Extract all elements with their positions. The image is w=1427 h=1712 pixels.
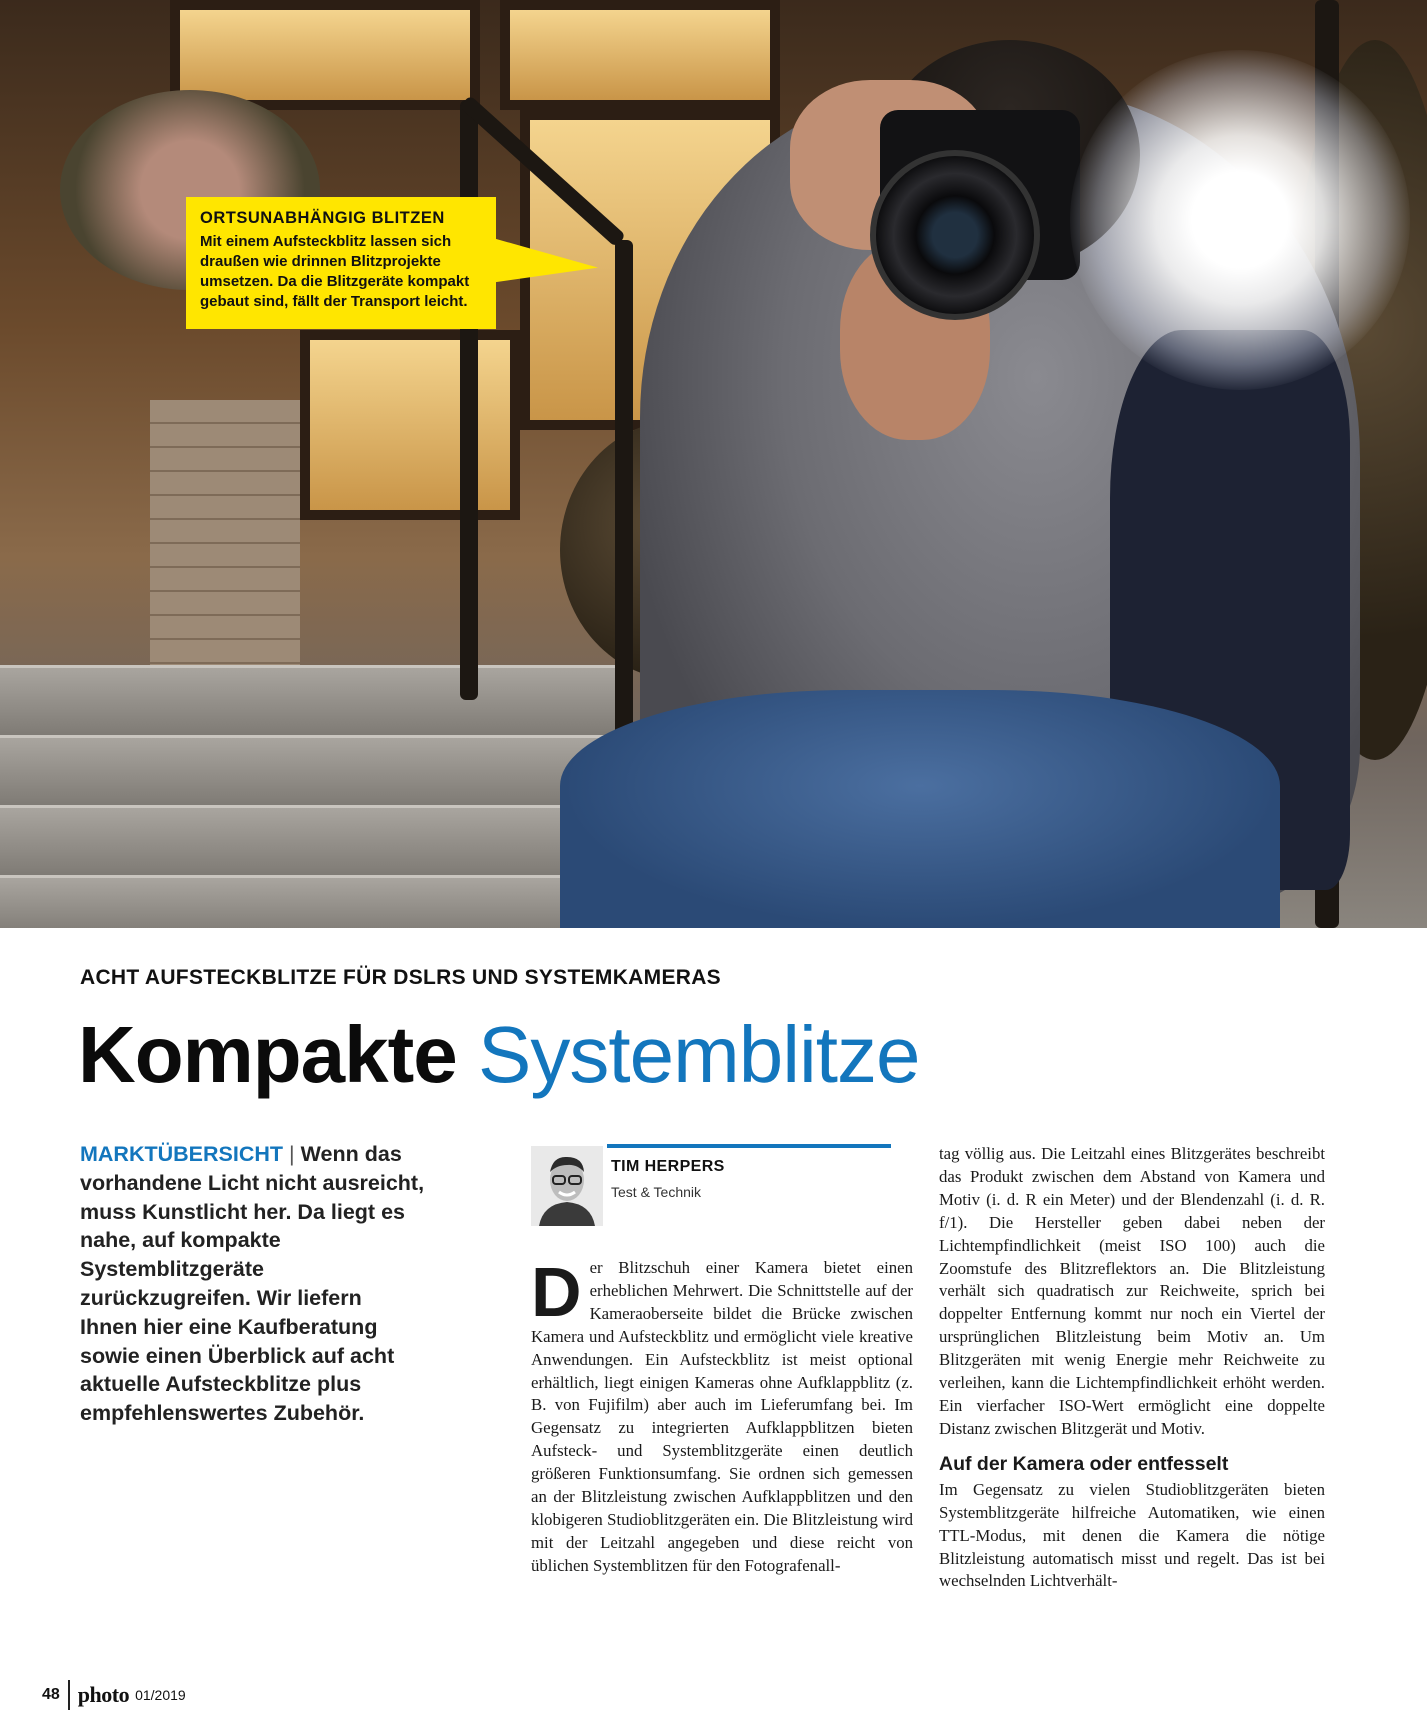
body-column-1: [531, 1253, 913, 1578]
background-window: [500, 0, 780, 110]
section-subheading: Auf der Kamera oder entfesselt: [939, 1452, 1229, 1475]
image-callout: [186, 197, 496, 329]
author-role: Test & Technik: [611, 1184, 702, 1200]
author-rule: [607, 1144, 891, 1148]
headline-part-blue: Systemblitze: [478, 1010, 920, 1099]
page-footer: [42, 1682, 186, 1708]
background-window: [300, 330, 520, 520]
stair-step: [0, 735, 640, 808]
magazine-logo: photo: [77, 1682, 130, 1707]
camera-lens: [870, 150, 1040, 320]
author-box: [531, 1144, 901, 1230]
footer-divider: [68, 1680, 70, 1710]
lead-separator: |: [289, 1142, 295, 1166]
lead-tag: MARKTÜBERSICHT: [80, 1142, 284, 1166]
drop-cap: D: [531, 1253, 582, 1331]
article-kicker: ACHT AUFSTECKBLITZE FÜR DSLRS UND SYSTEMKAMERAS: [80, 966, 721, 989]
flash-light: [1070, 50, 1410, 390]
photographer-jeans: [560, 690, 1280, 928]
callout-pointer: [494, 238, 598, 289]
headline-part-black: Kompakte: [78, 1010, 457, 1099]
railing: [460, 100, 478, 700]
stair-step: [0, 665, 620, 738]
stone-pillar: [150, 400, 300, 670]
page-number: 48: [42, 1686, 60, 1703]
body-paragraph: tag völlig aus. Die Leitzahl eines Blitzgerätes beschreibt das Produkt zwischen dem Abstand von Kamera und Motiv (i. d. R ein Meter) und der Blendenzahl (i. d. R. f/1). Die Hersteller geben dabei neben der Lichtempfindlichkeit (meist ISO 100) auch die Zoomstufe des Blitzreflektors an. Die Blitzleistung verhält sich quadratisch zur Reichweite, sprich bei doppelter Entfernung kommt nur noch ein Viertel der ursprünglichen Blitzleistung beim Motiv an. Um Blitzgeräten mit wenig Energie mehr Reichweite zu verleihen, kann die Lichtempfindlichkeit erhöht werden. Ein vierfacher ISO-Wert ermöglicht eine doppelte Distanz zwischen Blitzgerät und Motiv.: [939, 1144, 1325, 1438]
article-lead: [80, 1140, 425, 1428]
body-paragraph: Im Gegensatz zu vielen Studioblitzgeräten bieten Systemblitzgeräte hilfreiche Automatiken, wie einen TTL-Modus, mit denen die Kamera die nötige Blitzleistung automatisch misst und regelt. Das ist bei wechselnden Lichtverhält-: [939, 1479, 1325, 1591]
author-name: TIM HERPERS: [611, 1158, 725, 1175]
body-column-2: [939, 1143, 1325, 1593]
author-portrait-icon: [531, 1146, 603, 1226]
issue-number: 01/2019: [135, 1687, 186, 1703]
body-text: er Blitzschuh einer Kamera bietet einen erheblichen Mehrwert. Die Schnittstelle auf der Kameraoberseite bildet die Brücke zwischen Kamera und Aufsteckblitz und ermöglicht viele kreative Anwendungen. Ein Aufsteckblitz ist meist optional erhältlich, liegt einigen Kameras ohne Aufklappblitz (z. B. von Fujifilm) aber auch im Lieferumfang bei. Im Gegensatz zu integrierten Aufklappblitzen bieten Aufsteck- und Systemblitzgeräte einen deutlich größeren Funktionsumfang. Sie ordnen sich gemessen an der Blitzleistung zwischen Aufklappblitzen und den klobigeren Studioblitzgeräten ein. Die Blitzleistung wird mit der Leitzahl angegeben und diese reicht von üblichen Systemblitzen für den Fotografenall-: [531, 1258, 913, 1575]
callout-text: Mit einem Aufsteckblitz lassen sich draußen wie drinnen Blitzprojekte umsetzen. Da die Blitzgeräte kompakt gebaut sind, fällt der Transport leicht.: [200, 233, 470, 310]
avatar: [531, 1146, 603, 1226]
lead-text: Wenn das vorhandene Licht nicht ausreicht, muss Kunstlicht her. Da liegt es nahe, auf kompakte Systemblitzgeräte zurückzugreifen. Wir liefern Ihnen hier eine Kaufberatung sowie einen Überblick auf acht aktuelle Aufsteckblitze plus empfehlenswertes Zubehör.: [80, 1142, 425, 1426]
callout-title: ORTSUNABHÄNGIG BLITZEN: [200, 209, 445, 227]
railing: [615, 240, 633, 760]
article-headline: [78, 1010, 919, 1100]
